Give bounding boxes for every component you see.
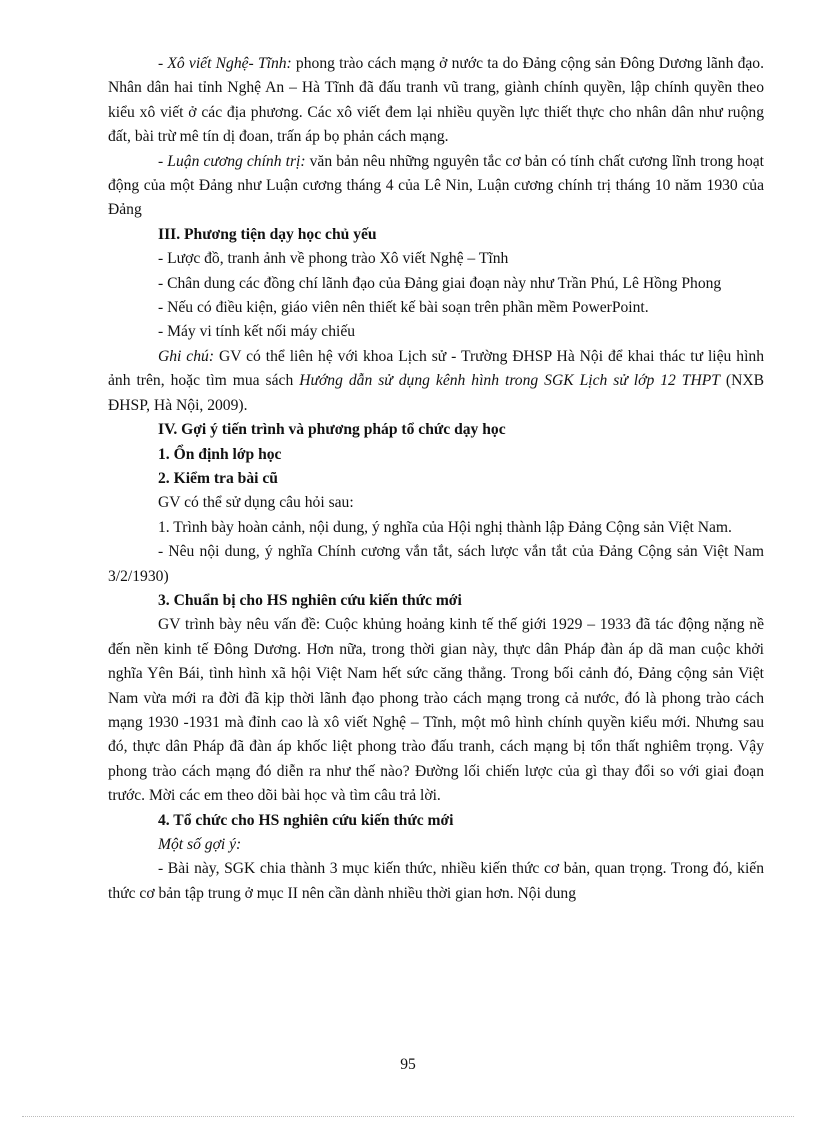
list-item: - Nếu có điều kiện, giáo viên nên thiết kế bài soạn trên phần mềm PowerPoint.: [158, 299, 649, 317]
page-bottom-divider: [22, 1116, 794, 1117]
list-item: - Lược đồ, tranh ảnh về phong trào Xô viết Nghệ – Tĩnh: [158, 250, 509, 268]
list-item: - Chân dung các đồng chí lãnh đạo của Đảng giai đoạn này như Trần Phú, Lê Hồng Phong: [158, 274, 722, 292]
note-paragraph: [108, 345, 764, 418]
subheading-1: 1. Ổn định lớp học: [158, 445, 282, 463]
note-label: Ghi chú:: [158, 347, 215, 365]
definition-luan-cuong: - Luận cương chính trị: văn bản nêu những nguyên tắc cơ bản có tính chất cương lĩnh trong hoạt động của một Đảng như Luận cương tháng 4 của Lê Nin, Luận cương chính trị tháng 10 năm 1930 của Đảng: [108, 152, 765, 219]
question-2: - Nêu nội dung, ý nghĩa Chính cương vắn tắt, sách lược vắn tắt của Đảng Cộng sản Việt Nam 3/2/1930): [108, 543, 764, 585]
question-1: 1. Trình bày hoàn cảnh, nội dung, ý nghĩa của Hội nghị thành lập Đảng Cộng sản Việt Nam.: [158, 518, 732, 536]
note-text-end: (NXB ĐHSP, Hà Nội, 2009).: [108, 372, 765, 414]
intro-paragraph: GV trình bày nêu vấn đề: Cuộc khủng hoảng kinh tế thế giới 1929 – 1933 đã tác động nặng nề đến nền kinh tế Đông Dương. Hơn nữa, trong thời gian này, thực dân Pháp đàn áp dã man cuộc khởi nghĩa Yên Bái, tình hình xã hội Việt Nam hết sức căng thẳng. Trong bối cảnh đó, Đảng cộng sản Việt Nam vừa mới ra đời đã kịp thời lãnh đạo phong trào cách mạng trong cả nước, đó là phong trào cách mạng 1930 -1931 mà đỉnh cao là xô viết Nghệ – Tĩnh, một mô hình chính quyền kiểu mới. Nhưng sau đó, thực dân Pháp đã đàn áp khốc liệt phong trào đấu tranh, cách mạng bị tổn thất nghiêm trọng. Vậy phong trào cách mạng đó diễn ra như thế nào? Đường lối chiến lược của gì thay đổi so với giai đoạn trước. Mời các em theo dõi bài học và tìm câu trả lời.: [108, 616, 764, 805]
section-heading-iv: IV. Gợi ý tiến trình và phương pháp tổ chức dạy học: [158, 421, 506, 439]
subheading-4: 4. Tổ chức cho HS nghiên cứu kiến thức mới: [158, 811, 454, 829]
last-paragraph: - Bài này, SGK chia thành 3 mục kiến thức, nhiều kiến thức cơ bản, quan trọng. Trong đó, kiến thức cơ bản tập trung ở mục II nên cần dành nhiều thời gian hơn. Nội dung: [108, 860, 764, 902]
list-item: - Máy vi tính kết nối máy chiếu: [158, 323, 356, 341]
page-number: 95: [400, 1056, 416, 1073]
subheading-2: 2. Kiểm tra bài cũ: [158, 469, 278, 487]
note-text: GV có thể liên hệ với khoa Lịch sử - Trường ĐHSP Hà Nội để khai thác tư liệu hình ảnh trên, hoặc tìm mua sách: [108, 347, 765, 390]
hint-label: Một số gợi ý:: [158, 836, 242, 853]
term-luan-cuong: Luận cương chính trị:: [167, 152, 306, 170]
definition-text: văn bản nêu những nguyên tắc cơ bản có tính chất cương lĩnh trong hoạt động của một Đảng như Luận cương tháng 4 của Lê Nin, Luận cương chính trị tháng 10 năm 1930 của Đảng: [108, 152, 765, 219]
section-heading-iii: III. Phương tiện dạy học chủ yếu: [158, 225, 377, 243]
subheading-3: 3. Chuẩn bị cho HS nghiên cứu kiến thức mới: [158, 591, 462, 609]
definition-text: phong trào cách mạng ở nước ta do Đảng cộng sản Đông Dương lãnh đạo. Nhân dân hai tỉnh Nghệ An – Hà Tĩnh đã đấu tranh vũ trang, giành chính quyền, lập chính quyền theo kiểu xô viết ở các địa phương. Các xô viết đem lại nhiều quyền lực thiết thực cho nhân dân như ruộng đất, bài trừ mê tín dị đoan, trấn áp bọ phản cách mạng.: [108, 55, 764, 146]
question-intro: GV có thể sử dụng câu hỏi sau:: [158, 494, 354, 512]
book-title: Hướng dẫn sử dụng kênh hình trong SGK Lịch sử lớp 12 THPT: [299, 372, 720, 390]
definition-xo-viet: - Xô viết Nghệ- Tĩnh: phong trào cách mạng ở nước ta do Đảng cộng sản Đông Dương lãnh đạo. Nhân dân hai tỉnh Nghệ An – Hà Tĩnh đã đấu tranh vũ trang, giành chính quyền, lập chính quyền theo kiểu xô viết ở các địa phương. Các xô viết đem lại nhiều quyền lực thiết thực cho nhân dân như ruộng đất, bài trừ mê tín dị đoan, trấn áp bọ phản cách mạng.: [108, 55, 764, 146]
document-body: [108, 52, 764, 906]
term-xo-viet: Xô viết Nghệ- Tĩnh:: [167, 55, 292, 72]
